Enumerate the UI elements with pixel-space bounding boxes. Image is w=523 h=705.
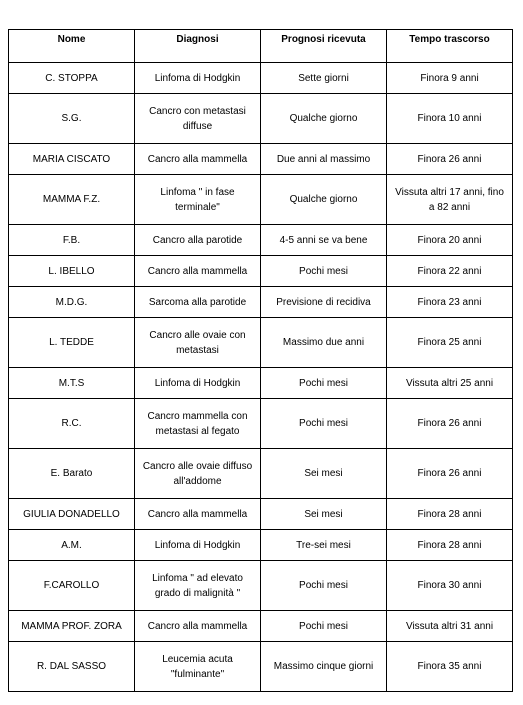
header-prognosi: Prognosi ricevuta xyxy=(261,30,387,63)
cell-nome: C. STOPPA xyxy=(9,63,135,94)
cell-diagnosi: Cancro con metastasi diffuse xyxy=(135,94,261,144)
table-body xyxy=(9,63,513,692)
cell-prognosi: Massimo due anni xyxy=(261,318,387,368)
cell-nome: R. DAL SASSO xyxy=(9,642,135,692)
cell-diagnosi: Linfoma di Hodgkin xyxy=(135,63,261,94)
cell-nome: R.C. xyxy=(9,399,135,449)
prognosis-table xyxy=(8,29,513,692)
header-row xyxy=(9,30,513,63)
cell-nome: M.T.S xyxy=(9,368,135,399)
cell-diagnosi: Cancro mammella con metastasi al fegato xyxy=(135,399,261,449)
cell-prognosi: Pochi mesi xyxy=(261,368,387,399)
cell-prognosi: Pochi mesi xyxy=(261,611,387,642)
table-row xyxy=(9,499,513,530)
cell-tempo: Vissuta altri 25 anni xyxy=(387,368,513,399)
table-row xyxy=(9,287,513,318)
table-row xyxy=(9,175,513,225)
cell-tempo: Vissuta altri 31 anni xyxy=(387,611,513,642)
cell-tempo: Finora 23 anni xyxy=(387,287,513,318)
cell-prognosi: Previsione di recidiva xyxy=(261,287,387,318)
cell-tempo: Finora 28 anni xyxy=(387,499,513,530)
cell-nome: MARIA CISCATO xyxy=(9,144,135,175)
cell-prognosi: Due anni al massimo xyxy=(261,144,387,175)
header-diagnosi: Diagnosi xyxy=(135,30,261,63)
cell-diagnosi: Linfoma " ad elevato grado di malignità " xyxy=(135,561,261,611)
header-tempo: Tempo trascorso xyxy=(387,30,513,63)
cell-diagnosi: Cancro alla mammella xyxy=(135,144,261,175)
cell-diagnosi: Cancro alle ovaie con metastasi xyxy=(135,318,261,368)
cell-diagnosi: Cancro alle ovaie diffuso all'addome xyxy=(135,449,261,499)
cell-diagnosi: Cancro alla mammella xyxy=(135,256,261,287)
cell-tempo: Finora 26 anni xyxy=(387,449,513,499)
cell-nome: S.G. xyxy=(9,94,135,144)
cell-prognosi: Sei mesi xyxy=(261,499,387,530)
header-nome: Nome xyxy=(9,30,135,63)
cell-nome: M.D.G. xyxy=(9,287,135,318)
table-row xyxy=(9,561,513,611)
cell-diagnosi: Cancro alla mammella xyxy=(135,611,261,642)
cell-tempo: Finora 25 anni xyxy=(387,318,513,368)
cell-prognosi: Qualche giorno xyxy=(261,175,387,225)
cell-nome: MAMMA F.Z. xyxy=(9,175,135,225)
cell-prognosi: Qualche giorno xyxy=(261,94,387,144)
cell-prognosi: Pochi mesi xyxy=(261,399,387,449)
table-row xyxy=(9,530,513,561)
cell-prognosi: 4-5 anni se va bene xyxy=(261,225,387,256)
cell-tempo: Finora 9 anni xyxy=(387,63,513,94)
table-row xyxy=(9,449,513,499)
table-row xyxy=(9,368,513,399)
cell-diagnosi: Linfoma di Hodgkin xyxy=(135,368,261,399)
cell-prognosi: Tre-sei mesi xyxy=(261,530,387,561)
table-row xyxy=(9,94,513,144)
cell-nome: F.B. xyxy=(9,225,135,256)
cell-diagnosi: Linfoma di Hodgkin xyxy=(135,530,261,561)
cell-tempo: Finora 26 anni xyxy=(387,144,513,175)
table-row xyxy=(9,63,513,94)
table-row xyxy=(9,642,513,692)
cell-nome: E. Barato xyxy=(9,449,135,499)
cell-tempo: Finora 26 anni xyxy=(387,399,513,449)
cell-diagnosi: Leucemia acuta "fulminante" xyxy=(135,642,261,692)
cell-tempo: Finora 22 anni xyxy=(387,256,513,287)
table-row xyxy=(9,399,513,449)
cell-nome: GIULIA DONADELLO xyxy=(9,499,135,530)
cell-tempo: Vissuta altri 17 anni, fino a 82 anni xyxy=(387,175,513,225)
cell-prognosi: Pochi mesi xyxy=(261,256,387,287)
cell-prognosi: Sei mesi xyxy=(261,449,387,499)
cell-diagnosi: Sarcoma alla parotide xyxy=(135,287,261,318)
cell-diagnosi: Cancro alla parotide xyxy=(135,225,261,256)
cell-nome: L. TEDDE xyxy=(9,318,135,368)
table-row xyxy=(9,256,513,287)
cell-prognosi: Sette giorni xyxy=(261,63,387,94)
cell-nome: L. IBELLO xyxy=(9,256,135,287)
cell-tempo: Finora 28 anni xyxy=(387,530,513,561)
table-row xyxy=(9,225,513,256)
cell-tempo: Finora 30 anni xyxy=(387,561,513,611)
cell-tempo: Finora 35 anni xyxy=(387,642,513,692)
cell-nome: MAMMA PROF. ZORA xyxy=(9,611,135,642)
cell-prognosi: Pochi mesi xyxy=(261,561,387,611)
cell-nome: A.M. xyxy=(9,530,135,561)
table-row xyxy=(9,318,513,368)
cell-tempo: Finora 10 anni xyxy=(387,94,513,144)
cell-diagnosi: Cancro alla mammella xyxy=(135,499,261,530)
cell-nome: F.CAROLLO xyxy=(9,561,135,611)
cell-tempo: Finora 20 anni xyxy=(387,225,513,256)
table-row xyxy=(9,144,513,175)
cell-prognosi: Massimo cinque giorni xyxy=(261,642,387,692)
cell-diagnosi: Linfoma " in fase terminale" xyxy=(135,175,261,225)
table-row xyxy=(9,611,513,642)
